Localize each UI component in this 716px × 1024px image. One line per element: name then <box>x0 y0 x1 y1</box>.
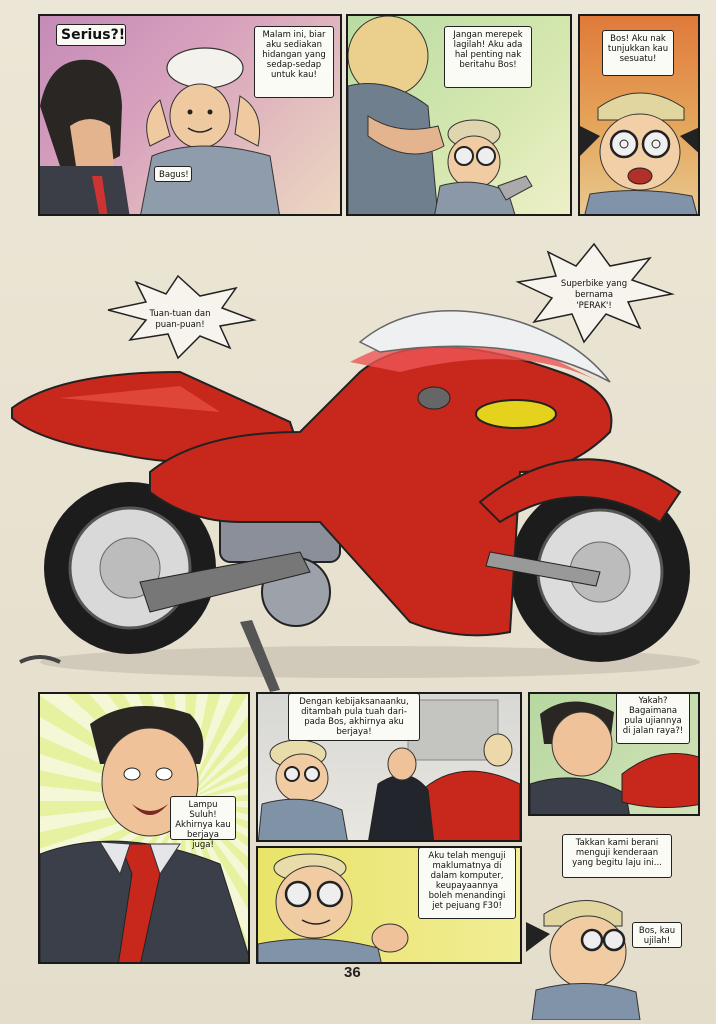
burst-right <box>518 244 672 342</box>
burst-right-line-2: bernama <box>574 290 614 300</box>
panel-5-speech: Lampu Suluh! Akhirnya kau berjaya juga! <box>170 796 236 840</box>
page-number: 36 <box>344 964 361 981</box>
panel-1-chef-speech: Malam ini, biar aku sediakan hidangan yang sedap-sedap untuk kau! <box>254 26 334 98</box>
panel-2 <box>346 14 572 216</box>
burst-left-line-1: Tuan-tuan dan <box>149 309 211 319</box>
panel-7 <box>528 692 700 816</box>
burst-right-line-1: Superbike yang <box>560 279 628 289</box>
panel-9-speech-small: Bos, kau ujilah! <box>632 922 682 948</box>
burst-right-line-3: 'PERAK'! <box>576 301 612 311</box>
panel-8 <box>256 846 522 964</box>
panel-2-speech: Jangan merepek lagilah! Aku ada hal penting nak beritahu Bos! <box>444 26 532 88</box>
panel-9 <box>526 822 710 1020</box>
panel-9-speech-top: Takkan kami berani menguji kenderaan yang begitu laju ini... <box>562 834 672 878</box>
splash-area <box>0 222 716 692</box>
panel-8-speech: Aku telah menguji maklumatnya di dalam komputer, keupayaannya boleh menandingi jet pejuang F30! <box>418 847 516 919</box>
panel-6 <box>256 692 522 842</box>
panel-3-speech: Bos! Aku nak tunjukkan kau sesuatu! <box>602 30 674 76</box>
panel-1-small-speech: Bagus! <box>154 166 192 182</box>
panel-1-shout-bubble: Serius?! <box>56 24 126 46</box>
panel-1 <box>38 14 342 216</box>
burst-left-line-2: puan-puan! <box>155 320 205 330</box>
panel-3 <box>578 14 700 216</box>
bike-illustration <box>0 222 716 692</box>
panel-6-speech: Dengan kebijaksanaanku, ditambah pula tuah dari-pada Bos, akhirnya aku berjaya! <box>288 693 420 741</box>
burst-left <box>108 276 254 358</box>
panel-5 <box>38 692 250 964</box>
panel-7-speech: Yakah? Bagaimana pula ujiannya di jalan raya?! <box>616 692 690 744</box>
